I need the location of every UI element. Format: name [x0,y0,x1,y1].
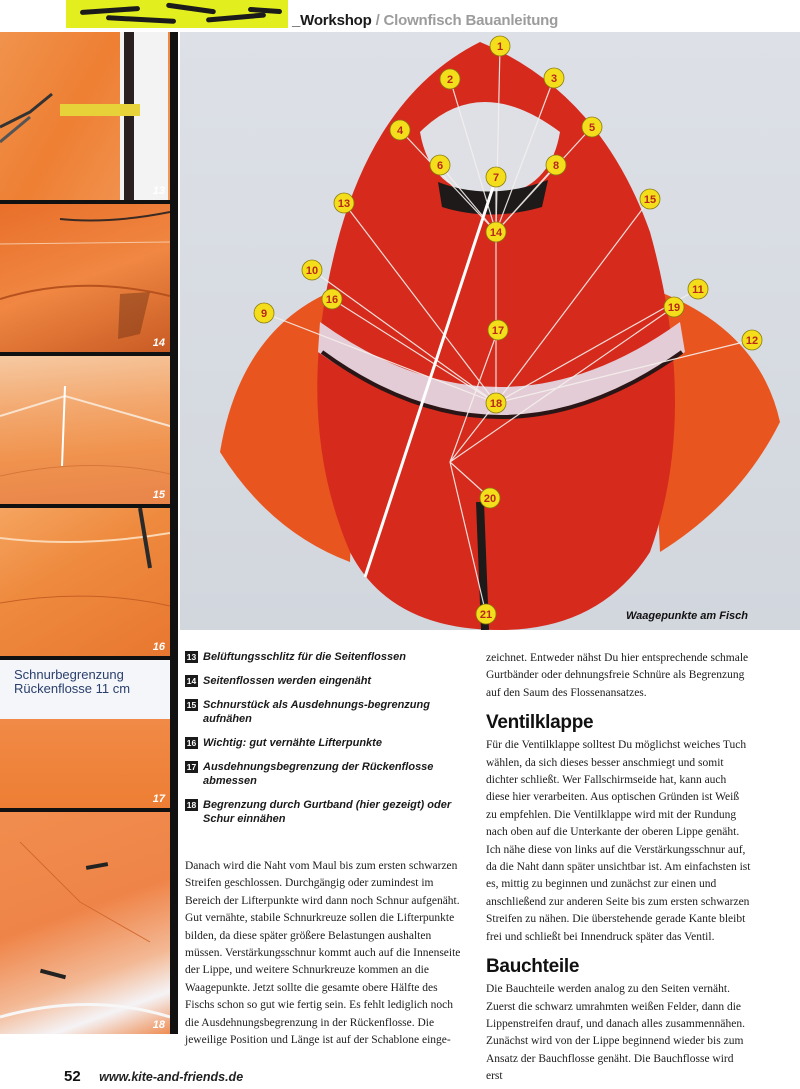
photo-number: 13 [152,185,165,197]
body-paragraph: Für die Ventilklappe solltest Du möglichst weiches Tuch wählen, da sich dieses besser anschmiegt und somit dichter schließt. Wer Fallschirmseide hat, kann auch diese hier verarbeiten. Aus optischen Gründen ist Weiß zu empfehlen. Die Ventilklappe wird mit der Rundung nach oben auf die Unterkante der oberen Lippe genäht. Ich nähe diese von links auf die Verstärkungsschnur auf, da die Naht dann später unsichtbar ist. Am einfachsten ist es, mittig zu beginnen und zunächst zur einen und anschließend zur anderen Seite bis zum ersten schwarzen Streifen zu nähen. Die überstehende gerade Kante bleibt frei und schließt bei Innendruck später das Ventil. [486,739,751,943]
photo-18 [0,812,170,1034]
caption-number: 15 [186,700,197,710]
caption-item [185,698,470,726]
caption-number: 18 [186,800,197,810]
article-title: Clownfisch Bauanleitung [383,12,559,29]
caption-text: Belüftungsschlitz für die Seitenflossen [203,651,406,663]
photo-13-illustration [0,32,170,200]
bridle-point-label: 17 [491,325,505,337]
body-paragraph: Danach wird die Naht vom Maul bis zum ersten schwarzen Streifen geschlossen. Durchgängig oder zumindest im Bereich der Lifterpunkte wird dann noch Schnur aufgenäht. Gut vernähte, stabile Schnurkreuze sollen die Lifterpunkte bilden, da diese später größere Belastungen aushalten müssen. Verstärkungsschnur kommt auch auf die Innenseite der Lippe, und weitere Schnurkreuze kommen an die Waagepunkte. Jetzt sollte die gesamte obere Hälfte des Fischs schon so gut wie fertig sein. Es fehlt lediglich noch die Ausdehnungsbegrenzung in der Rückenflosse. Die jeweilige Position und Länge ist auf der Schablone einge- [185,860,461,1047]
body-paragraph: zeichnet. Entweder nähst Du hier entsprechende schmale Gurtbänder oder dehnungsfreie Schnüre als Begrenzung auf den Saum des Flossenansatzes. [486,652,749,699]
bridle-point-label: 12 [745,335,759,347]
bridle-point-label: 20 [483,493,497,505]
page-number: 52 [64,1068,81,1085]
caption-number: 13 [186,652,197,662]
bridle-point-label: 1 [496,41,504,53]
caption-text: Schnurstück als Ausdehnungs-begrenzung aufnähen [203,699,430,725]
label-sticker [14,668,154,696]
photo-15-illustration [0,356,170,504]
photo-14-illustration [0,204,170,352]
bridle-point-label: 13 [337,198,351,210]
photo-16 [0,508,170,656]
main-photo-caption: Waagepunkte am Fisch [625,610,748,622]
photo-18-illustration [0,812,170,1034]
bridle-point-label: 8 [552,160,560,172]
main-kite-photo [180,32,800,630]
kite-illustration [180,32,800,630]
bridle-point-label: 14 [489,227,503,239]
bridle-point-label: 4 [396,125,404,137]
body-paragraph: Die Bauchteile werden analog zu den Seiten vernäht. Zuerst die schwarz umrahmten weißen Felder, dann die Lippenstreifen drauf, und danach alles zusammennähen. Zunächst wird von der Lippe beginnend wieder bis zum Ansatz der Bauchflosse genäht. Die Bauchflosse wird erst [486,983,745,1083]
bridle-point-label: 10 [305,265,319,277]
section-heading: Ventilklappe [486,712,594,734]
caption-item [185,736,470,750]
caption-item [185,798,470,826]
bridle-point-label: 9 [260,308,268,320]
bridle-point-label: 19 [667,302,681,314]
photo-number: 15 [152,489,165,501]
caption-number: 14 [186,676,197,686]
caption-text: Seitenflossen werden eingenäht [203,675,372,687]
bridle-point-label: 18 [489,398,503,410]
bridle-point-label: 21 [479,609,493,621]
bridle-point-label: 5 [588,122,596,134]
caption-number: 17 [186,762,197,772]
bridle-point-label: 16 [325,294,339,306]
section-heading: Bauchteile [486,956,580,978]
caption-item [185,760,470,788]
photo-13 [0,32,170,200]
bridle-point-label: 15 [643,194,657,206]
body-column-left [185,858,467,1049]
photo-14 [0,204,170,352]
website-url: www.kite-and-friends.de [99,1070,244,1084]
page-footer [64,1068,243,1086]
magazine-logo [66,0,288,28]
photo-15 [0,356,170,504]
photo-number: 14 [152,337,165,349]
sticker-line: Schnurbegrenzung [14,667,124,682]
caption-list [185,650,470,836]
caption-text: Begrenzung durch Gurtband (hier gezeigt) oder Schur einnähen [203,799,452,825]
page-header [292,12,558,29]
sticker-line: Rückenflosse 11 cm [14,681,131,696]
bridle-point-label: 7 [492,172,500,184]
section-label: _Workshop [292,12,372,29]
bridle-point-label: 6 [436,160,444,172]
caption-number: 16 [186,738,197,748]
header-separator: / [375,12,380,29]
caption-text: Ausdehnungsbegrenzung der Rückenflosse abmessen [203,761,434,787]
photo-17 [0,660,170,808]
photo-column [0,32,178,1034]
photo-number: 17 [152,793,165,805]
bridle-point-label: 3 [550,73,558,85]
bridle-point-label: 11 [692,284,704,296]
photo-number: 16 [152,641,165,653]
bridle-point-label: 2 [446,74,454,86]
photo-16-illustration [0,508,170,656]
caption-item [185,650,470,664]
photo-number: 18 [152,1019,165,1031]
caption-text: Wichtig: gut vernähte Lifterpunkte [203,737,382,749]
caption-item [185,674,470,688]
body-column-right [486,650,751,1086]
